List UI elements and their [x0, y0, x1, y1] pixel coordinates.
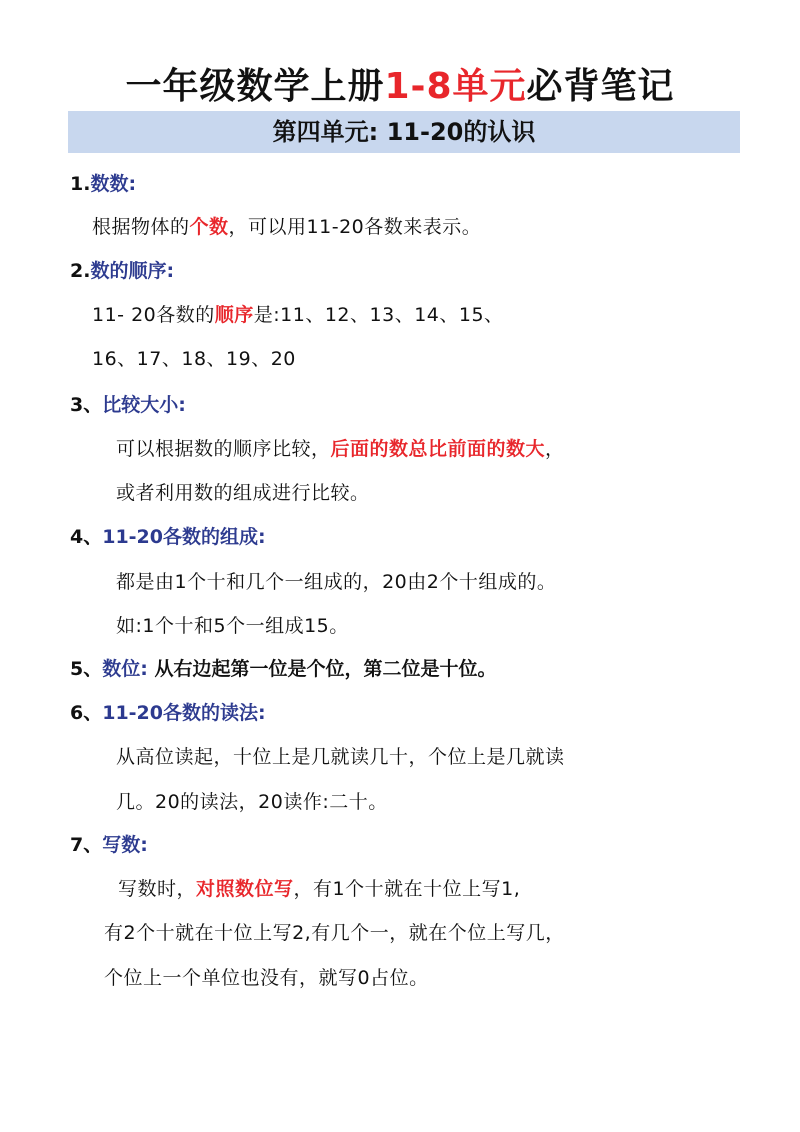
- text-span: ，有1个十就在十位上写1,: [293, 878, 521, 900]
- section-5-text: 从右边起第一位是个位，第二位是十位。: [147, 658, 497, 680]
- text-span: ，: [545, 438, 565, 460]
- section-4-line-1: 都是由1个十和几个一组成的，20由2个十组成的。: [116, 571, 557, 593]
- section-1-heading: [70, 172, 136, 196]
- section-2-heading: [70, 259, 174, 283]
- section-3-heading: [70, 393, 186, 417]
- section-4-title: 11-20各数的组成:: [102, 526, 266, 548]
- section-1-number: 1.: [70, 173, 91, 195]
- title-part-1: 一年级数学上册: [125, 66, 385, 107]
- section-2-number: 2.: [70, 260, 91, 282]
- section-1-title: 数数:: [90, 173, 137, 195]
- section-7-line-3: 个位上一个单位也没有，就写0占位。: [104, 967, 429, 989]
- section-6-line-2: 几。20的读法，20读作:二十。: [116, 791, 388, 813]
- section-6-line-1: 从高位读起，十位上是几就读几十，个位上是几就读: [116, 746, 565, 768]
- section-5-number: 5、: [70, 658, 103, 680]
- section-7-number: 7、: [70, 834, 103, 856]
- section-3-number: 3、: [70, 394, 103, 416]
- section-2-line-2: 16、17、18、19、20: [92, 348, 296, 370]
- section-6-heading: [70, 701, 266, 725]
- section-7-line-2: 有2个十就在十位上写2,有几个一，就在个位上写几，: [104, 922, 565, 944]
- section-6-title: 11-20各数的读法:: [102, 702, 266, 724]
- section-3-title: 比较大小:: [102, 394, 186, 416]
- section-2-title: 数的顺序:: [90, 260, 175, 282]
- section-5-title: 数位:: [102, 658, 148, 680]
- unit-subtitle-banner: [68, 111, 740, 153]
- section-4-number: 4、: [70, 526, 103, 548]
- highlight-text: 个数: [189, 216, 229, 238]
- text-span: 是:11、12、13、14、15、: [253, 304, 504, 326]
- section-5-heading: [70, 657, 496, 681]
- page-title: [0, 58, 800, 109]
- section-3-line-1: [116, 437, 565, 461]
- unit-subtitle: 第四单元: 11-20的认识: [272, 118, 536, 146]
- text-span: 可以根据数的顺序比较，: [116, 438, 331, 460]
- text-span: 写数时，: [118, 878, 197, 900]
- highlight-text: 后面的数总比前面的数大: [330, 438, 546, 460]
- section-4-heading: [70, 525, 266, 549]
- highlight-text: 对照数位写: [196, 878, 294, 900]
- highlight-text: 顺序: [214, 304, 254, 326]
- section-3-line-2: 或者利用数的组成进行比较。: [116, 482, 370, 504]
- text-span: 11- 20各数的: [92, 304, 215, 326]
- section-7-title: 写数:: [102, 834, 148, 856]
- section-7-line-1: [118, 877, 520, 901]
- section-1-line-1: [92, 215, 481, 239]
- section-2-line-1: [92, 303, 504, 327]
- title-part-3: 必背笔记: [526, 66, 675, 107]
- section-6-number: 6、: [70, 702, 103, 724]
- text-span: ，可以用11-20各数来表示。: [228, 216, 482, 238]
- text-span: 根据物体的: [92, 216, 190, 238]
- section-7-heading: [70, 833, 148, 857]
- section-4-line-2: 如:1个十和5个一组成15。: [116, 615, 349, 637]
- title-part-2-highlight: 1-8单元: [384, 66, 527, 107]
